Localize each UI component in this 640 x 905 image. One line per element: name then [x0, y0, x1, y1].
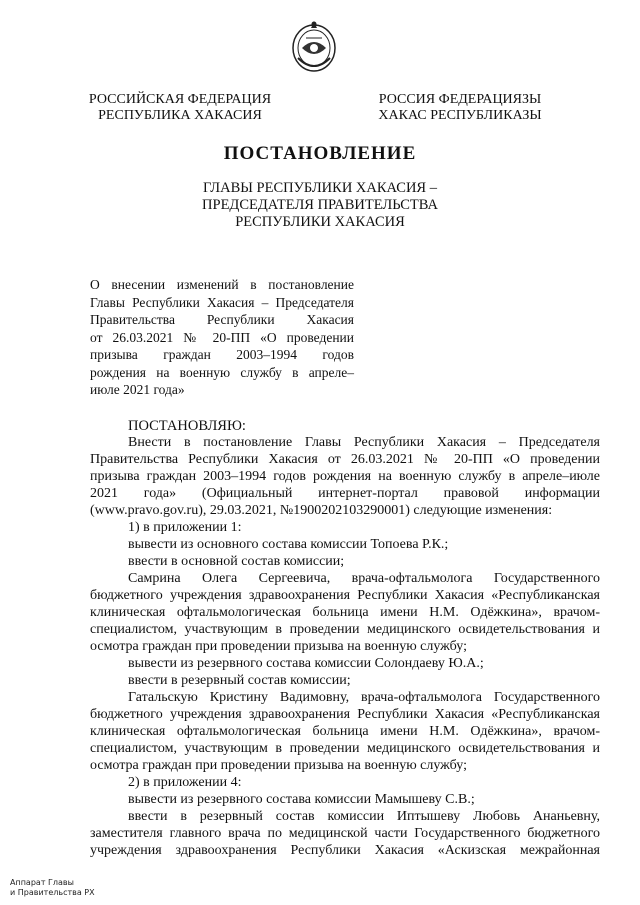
about-block: [90, 276, 354, 399]
footer-line1: Аппарат Главы: [10, 878, 74, 887]
about-line: июле 2021 года»: [90, 382, 185, 397]
subtitle-line3: РЕСПУБЛИКИ ХАКАСИЯ: [235, 214, 405, 230]
body-line: Внести в постановление Главы Республики Хакасия – Председателя: [128, 435, 600, 450]
about-line: от 26.03.2021 № 20-ПП «О проведении: [90, 329, 354, 345]
document-body: [90, 434, 600, 859]
header-right: [360, 92, 560, 124]
body-paragraph: [90, 587, 600, 655]
document-title: ПОСТАНОВЛЕНИЕ: [223, 143, 417, 164]
coat-of-arms-emblem: [288, 18, 340, 74]
body-line: специалистом, участвующим в проведении медицинского освидетельствования и: [90, 741, 600, 756]
body-paragraph: вывести из резервного состава комиссии Солондаеву Ю.А.;: [128, 656, 484, 671]
body-line: осмотра граждан при проведении призыва на военную службу;: [90, 639, 467, 654]
body-paragraph: 1) в приложении 1:: [128, 520, 242, 535]
body-line: специалистом, участвующим в проведении медицинского освидетельствования и: [90, 622, 600, 637]
about-line: Правительства Республики Хакасия: [90, 312, 354, 327]
body-paragraph: [90, 825, 600, 859]
body-paragraph: [90, 451, 600, 519]
body-paragraph: ввести в резервный состав комиссии;: [128, 673, 351, 688]
body-paragraph: [90, 808, 600, 825]
body-line: 2021 года» (Официальный интернет-портал правовой информации: [90, 486, 600, 501]
about-line: рождения на военную службу в апреле–: [90, 364, 354, 380]
header-left: [80, 92, 280, 124]
body-line: клиническая офтальмологическая больница имени Н.М. Одёжкина», врачом-: [90, 605, 600, 620]
header-left-line2: РЕСПУБЛИКА ХАКАСИЯ: [98, 108, 262, 123]
body-line: ввести в резервный состав комиссии Иптышеву Любовь Ананьевну,: [128, 809, 600, 824]
body-line: Правительства Республики Хакасия от 26.03.2021 № 20-ПП «О проведении: [90, 452, 600, 467]
body-paragraph: вывести из основного состава комиссии Топоева Р.К.;: [128, 537, 449, 552]
body-line: бюджетного учреждения здравоохранения Республики Хакасия «Республиканская: [90, 707, 600, 722]
body-line: Гатальскую Кристину Вадимовну, врача-офтальмолога Государственного: [128, 690, 600, 705]
about-line: призыва граждан 2003–1994 годов: [90, 347, 354, 362]
body-paragraph: вывести из резервного состава комиссии Мамышеву С.В.;: [128, 792, 475, 807]
body-paragraph: 2) в приложении 4:: [128, 775, 242, 790]
subtitle-line1: ГЛАВЫ РЕСПУБЛИКИ ХАКАСИЯ –: [203, 180, 437, 196]
body-line: бюджетного учреждения здравоохранения Республики Хакасия «Республиканская: [90, 588, 600, 603]
body-paragraph: [90, 570, 600, 587]
header-right-line2: ХАКАС РЕСПУБЛИКАЗЫ: [378, 108, 542, 123]
body-line: учреждения здравоохранения Республики Хакасия «Аскизская межрайонная: [90, 843, 600, 858]
header-left-line1: РОССИЙСКАЯ ФЕДЕРАЦИЯ: [88, 92, 272, 107]
body-paragraph: [90, 689, 600, 706]
body-paragraph: [90, 434, 600, 451]
body-line: Самрина Олега Сергеевича, врача-офтальмолога Государственного: [128, 571, 600, 586]
body-line: призыва граждан 2003–1994 годов рождения на военную службу в апреле–июле: [90, 469, 600, 484]
footer-line2: и Правительства РХ: [10, 888, 95, 897]
footer-stamp: [10, 878, 95, 898]
body-line: осмотра граждан при проведении призыва на военную службу;: [90, 758, 467, 773]
body-paragraph: ввести в основной состав комиссии;: [128, 554, 345, 569]
document-subtitle: [0, 180, 640, 231]
postanovlyayu-heading: ПОСТАНОВЛЯЮ:: [128, 418, 246, 434]
body-line: клиническая офтальмологическая больница имени Н.М. Одёжкина», врачом-: [90, 724, 600, 739]
about-line: Главы Республики Хакасия – Председателя: [90, 294, 354, 310]
header-right-line1: РОССИЯ ФЕДЕРАЦИЯЗЫ: [378, 92, 542, 107]
subtitle-line2: ПРЕДСЕДАТЕЛЯ ПРАВИТЕЛЬСТВА: [202, 197, 438, 213]
body-paragraph: [90, 706, 600, 774]
about-line: О внесении изменений в постановление: [90, 277, 354, 292]
body-line: (www.pravo.gov.ru), 29.03.2021, №1900202103290001) следующие изменения:: [90, 503, 553, 518]
body-line: заместителя главного врача по медицинской части Государственного бюджетного: [90, 826, 600, 841]
